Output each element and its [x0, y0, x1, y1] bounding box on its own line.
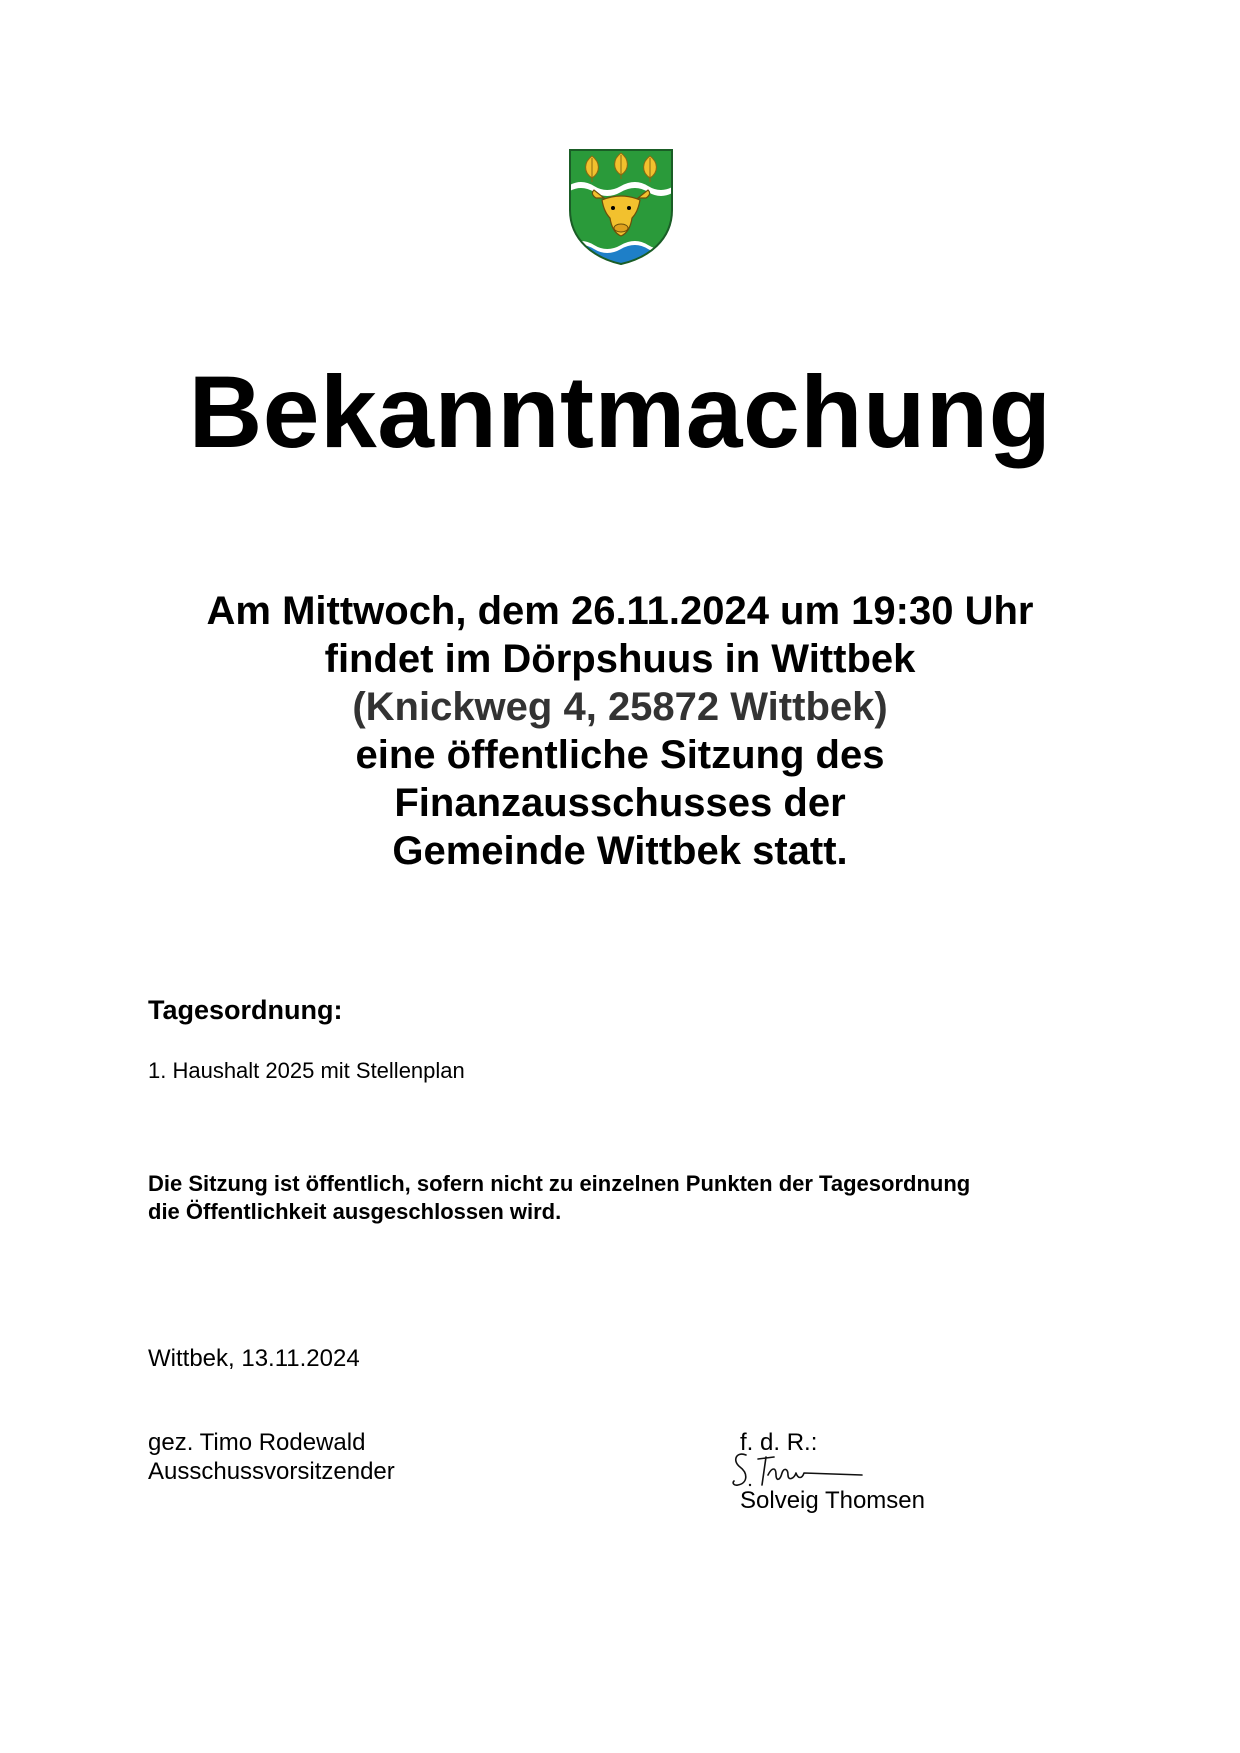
coat-of-arms-icon	[568, 148, 674, 266]
public-notice	[148, 1170, 1108, 1226]
chairman-name: gez. Timo Rodewald	[148, 1429, 366, 1456]
chairman-signature-block	[148, 1428, 395, 1486]
announcement-committee-line: Finanzausschusses der	[394, 781, 846, 825]
certification-prefix: f. d. R.:	[740, 1429, 818, 1456]
announcement-municipality-line: Gemeinde Wittbek statt.	[392, 829, 848, 873]
handwritten-signature-icon	[732, 1445, 872, 1495]
notice-line: Die Sitzung ist öffentlich, sofern nicht zu einzelnen Punkten der Tagesordnung	[148, 1171, 971, 1196]
notice-line: die Öffentlichkeit ausgeschlossen wird.	[148, 1199, 562, 1224]
announcement-location-line: findet im Dörpshuus in Wittbek	[324, 637, 916, 681]
meeting-announcement	[0, 587, 1240, 875]
page-title: Bekanntmachung	[188, 355, 1052, 469]
announcement-date-line: Am Mittwoch, dem 26.11.2024 um 19:30 Uhr	[206, 589, 1034, 633]
agenda-item: 1. Haushalt 2025 mit Stellenplan	[148, 1058, 465, 1083]
announcement-address-line: (Knickweg 4, 25872 Wittbek)	[352, 685, 888, 729]
place-and-date: Wittbek, 13.11.2024	[148, 1345, 360, 1372]
announcement-text-line: eine öffentliche Sitzung des	[355, 733, 885, 777]
certifier-name: Solveig Thomsen	[740, 1487, 925, 1514]
chairman-role: Ausschussvorsitzender	[148, 1458, 395, 1485]
agenda-heading: Tagesordnung:	[148, 995, 343, 1025]
